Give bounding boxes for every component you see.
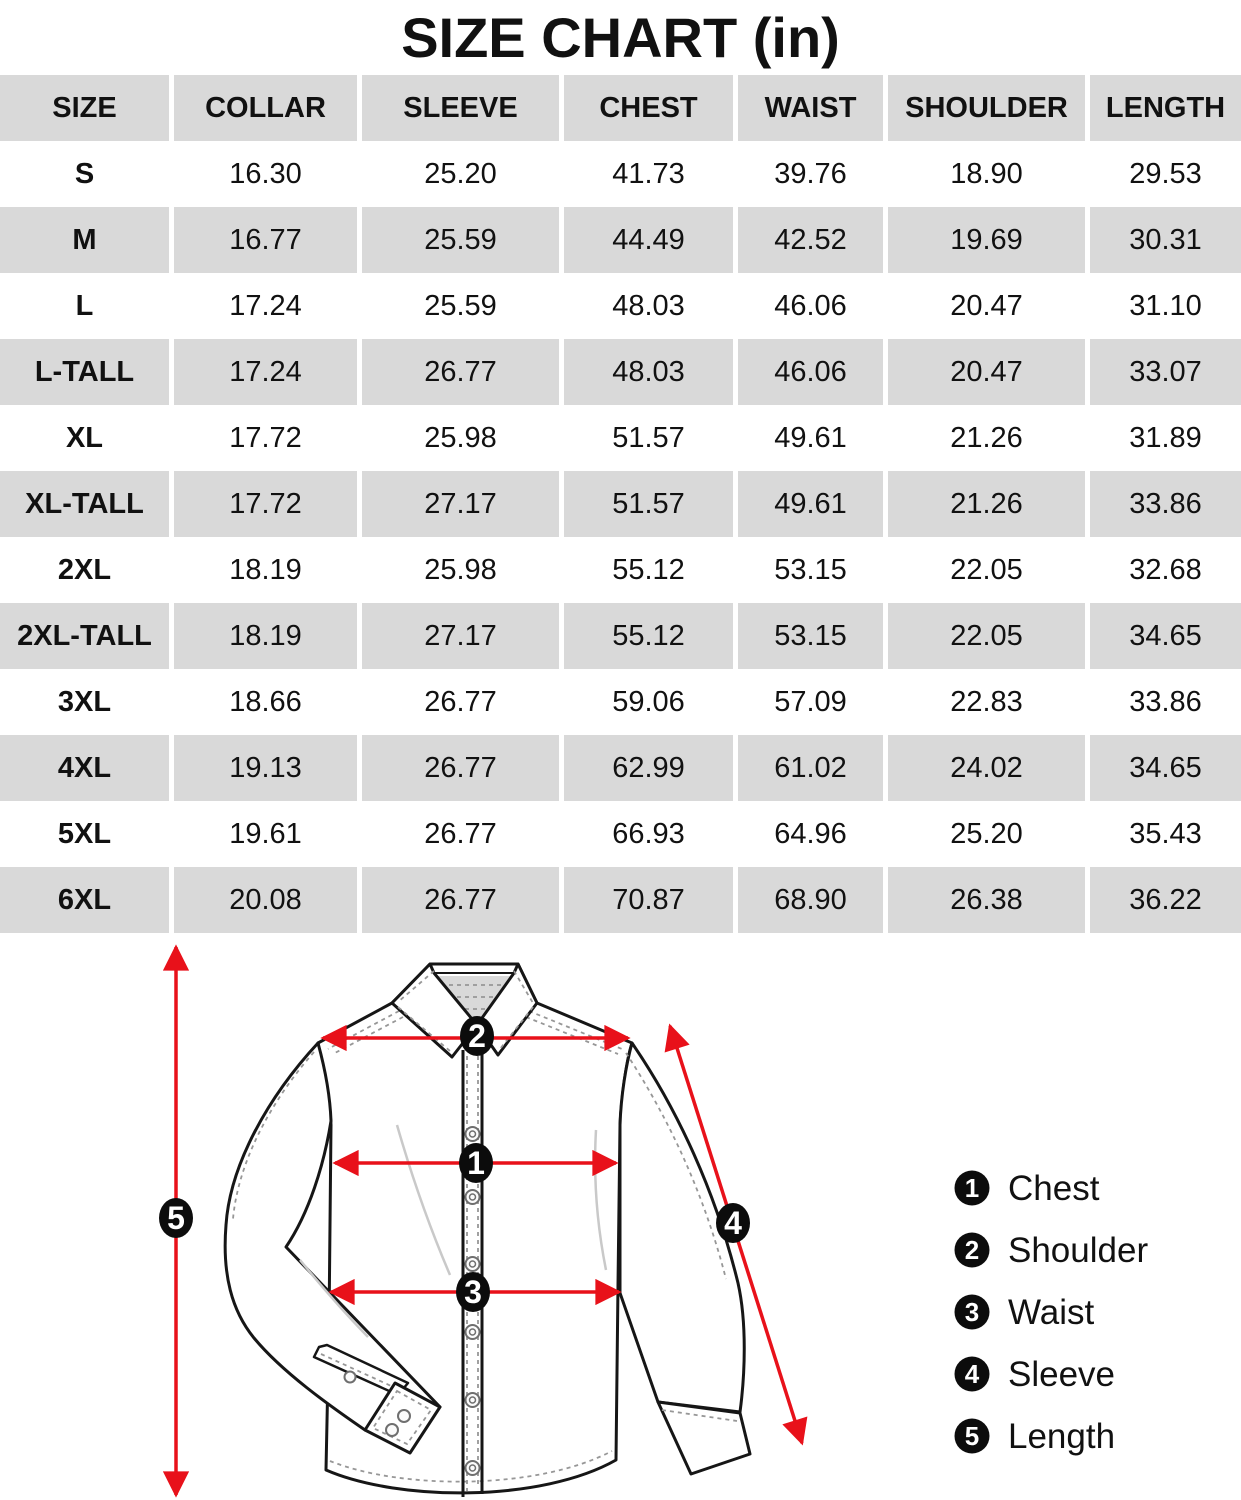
measurement-cell: 19.61	[174, 801, 362, 867]
column-header-size: SIZE	[0, 75, 174, 141]
svg-text:4: 4	[964, 1359, 980, 1389]
measurement-cell: 68.90	[738, 867, 888, 933]
svg-text:Chest: Chest	[1008, 1169, 1100, 1208]
size-chart-table	[0, 75, 1241, 933]
table-row	[0, 801, 1241, 867]
measurement-cell: 31.10	[1129, 289, 1202, 322]
measurement-cell: 26.77	[362, 735, 564, 801]
measurement-diagram	[0, 925, 1241, 1500]
row-size-label: 5XL	[0, 801, 174, 867]
measurement-cell: 41.73	[564, 141, 738, 207]
measurement-cell: 51.57	[564, 471, 738, 537]
page-title: SIZE CHART (in)	[401, 6, 840, 69]
measurement-cell: 34.65	[1090, 603, 1241, 669]
row-size-label: 4XL	[0, 735, 174, 801]
measurement-cell: 31.89	[1129, 421, 1202, 454]
measurement-cell: 20.08	[174, 867, 362, 933]
measurement-cell: 53.15	[738, 603, 888, 669]
measurement-cell: 25.59	[362, 273, 564, 339]
table-row	[0, 735, 1241, 801]
column-header-length: LENGTH	[1090, 75, 1241, 141]
measurement-cell: 53.15	[738, 537, 888, 603]
measurement-cell: 44.49	[564, 207, 738, 273]
measurement-cell: 51.57	[564, 405, 738, 471]
measurement-cell: 30.31	[1090, 207, 1241, 273]
legend-item-length	[955, 1417, 1116, 1456]
measurement-cell: 16.30	[174, 141, 362, 207]
measurement-cell: 32.68	[1129, 553, 1202, 586]
table-row	[0, 405, 1241, 471]
table-row	[0, 339, 1241, 405]
measurement-cell: 17.24	[174, 339, 362, 405]
measurement-cell: 25.20	[362, 141, 564, 207]
legend-item-shoulder	[955, 1231, 1149, 1270]
measurement-cell: 42.52	[738, 207, 888, 273]
measurement-cell: 49.61	[738, 471, 888, 537]
measurement-cell: 36.22	[1090, 867, 1241, 933]
measurement-cell: 64.96	[738, 801, 888, 867]
measurement-cell: 25.20	[888, 801, 1090, 867]
measurement-cell: 26.77	[362, 669, 564, 735]
table-row	[0, 867, 1241, 933]
measurement-cell: 55.12	[564, 537, 738, 603]
legend-item-sleeve	[955, 1355, 1116, 1394]
measurement-cell: 46.06	[738, 273, 888, 339]
right-cuff	[658, 1402, 750, 1474]
sleeve-badge: 4	[724, 1205, 742, 1241]
measurement-cell: 34.65	[1090, 735, 1241, 801]
measurement-cell: 26.77	[362, 339, 564, 405]
legend	[955, 1169, 1149, 1456]
legend-item-chest	[955, 1169, 1100, 1208]
measurement-cell: 35.43	[1129, 817, 1202, 850]
table-row	[0, 207, 1241, 273]
measurement-cell: 33.07	[1090, 339, 1241, 405]
measurement-cell: 25.98	[362, 405, 564, 471]
measurement-cell: 70.87	[564, 867, 738, 933]
measurement-cell: 18.19	[174, 603, 362, 669]
measurement-cell: 19.69	[888, 207, 1090, 273]
svg-text:Waist: Waist	[1008, 1293, 1095, 1332]
measurement-cell: 49.61	[738, 405, 888, 471]
column-header-waist: WAIST	[738, 75, 888, 141]
row-size-label: XL-TALL	[0, 471, 174, 537]
measurement-cell: 22.83	[888, 669, 1090, 735]
measurement-cell: 48.03	[564, 339, 738, 405]
length-badge: 5	[167, 1200, 185, 1236]
table-row	[0, 537, 1241, 603]
row-size-label: S	[0, 141, 174, 207]
measurement-cell: 17.72	[174, 471, 362, 537]
measurement-cell: 17.24	[174, 273, 362, 339]
column-header-shoulder: SHOULDER	[888, 75, 1090, 141]
measurement-cell: 27.17	[362, 471, 564, 537]
measurement-cell: 20.47	[888, 339, 1090, 405]
row-size-label: M	[0, 207, 174, 273]
measurement-cell: 22.05	[888, 603, 1090, 669]
measurement-cell: 57.09	[738, 669, 888, 735]
measurement-cell: 18.90	[888, 141, 1090, 207]
measurement-cell: 22.05	[888, 537, 1090, 603]
svg-text:Length: Length	[1008, 1417, 1116, 1456]
measurement-cell: 27.17	[362, 603, 564, 669]
measurement-cell: 20.47	[888, 273, 1090, 339]
column-header-collar: COLLAR	[174, 75, 362, 141]
svg-text:3: 3	[964, 1297, 980, 1327]
measurement-cell: 25.98	[362, 537, 564, 603]
measurement-cell: 18.19	[174, 537, 362, 603]
table-row	[0, 273, 1241, 339]
measurement-cell: 21.26	[888, 471, 1090, 537]
svg-text:5: 5	[964, 1421, 980, 1451]
measurement-cell: 16.77	[174, 207, 362, 273]
measurement-cell: 55.12	[564, 603, 738, 669]
measurement-cell: 66.93	[564, 801, 738, 867]
row-size-label: 2XL	[0, 537, 174, 603]
column-header-chest: CHEST	[564, 75, 738, 141]
measurement-cell: 62.99	[564, 735, 738, 801]
measurement-cell: 19.13	[174, 735, 362, 801]
measurement-cell: 24.02	[888, 735, 1090, 801]
row-size-label: L-TALL	[0, 339, 174, 405]
row-size-label: XL	[0, 405, 174, 471]
measurement-cell: 46.06	[738, 339, 888, 405]
table-row	[0, 471, 1241, 537]
table-row	[0, 141, 1241, 207]
table-row	[0, 669, 1241, 735]
row-size-label: L	[0, 273, 174, 339]
measurement-cell: 18.66	[174, 669, 362, 735]
measurement-cell: 33.86	[1129, 685, 1202, 718]
measurement-cell: 61.02	[738, 735, 888, 801]
measurement-cell: 26.77	[362, 801, 564, 867]
measurement-cell: 33.86	[1090, 471, 1241, 537]
shoulder-badge: 2	[468, 1018, 486, 1054]
chest-badge: 1	[467, 1145, 485, 1181]
table-rows	[0, 141, 1241, 933]
legend-item-waist	[955, 1293, 1095, 1332]
waist-badge: 3	[464, 1274, 482, 1310]
table-header-row	[0, 75, 1241, 141]
row-size-label: 6XL	[0, 867, 174, 933]
measurement-cell: 21.26	[888, 405, 1090, 471]
table-row	[0, 603, 1241, 669]
measurement-cell: 17.72	[174, 405, 362, 471]
measurement-cell: 59.06	[564, 669, 738, 735]
row-size-label: 3XL	[0, 669, 174, 735]
measurement-cell: 39.76	[738, 141, 888, 207]
svg-text:1: 1	[964, 1173, 980, 1203]
measurement-cell: 29.53	[1129, 157, 1202, 190]
measurement-cell: 26.77	[362, 867, 564, 933]
column-header-sleeve: SLEEVE	[362, 75, 564, 141]
measurement-cell: 48.03	[564, 273, 738, 339]
measurement-cell: 26.38	[888, 867, 1090, 933]
row-size-label: 2XL-TALL	[0, 603, 174, 669]
svg-text:2: 2	[964, 1235, 980, 1265]
measurement-cell: 25.59	[362, 207, 564, 273]
svg-text:Sleeve: Sleeve	[1008, 1355, 1116, 1394]
svg-text:Shoulder: Shoulder	[1008, 1231, 1149, 1270]
